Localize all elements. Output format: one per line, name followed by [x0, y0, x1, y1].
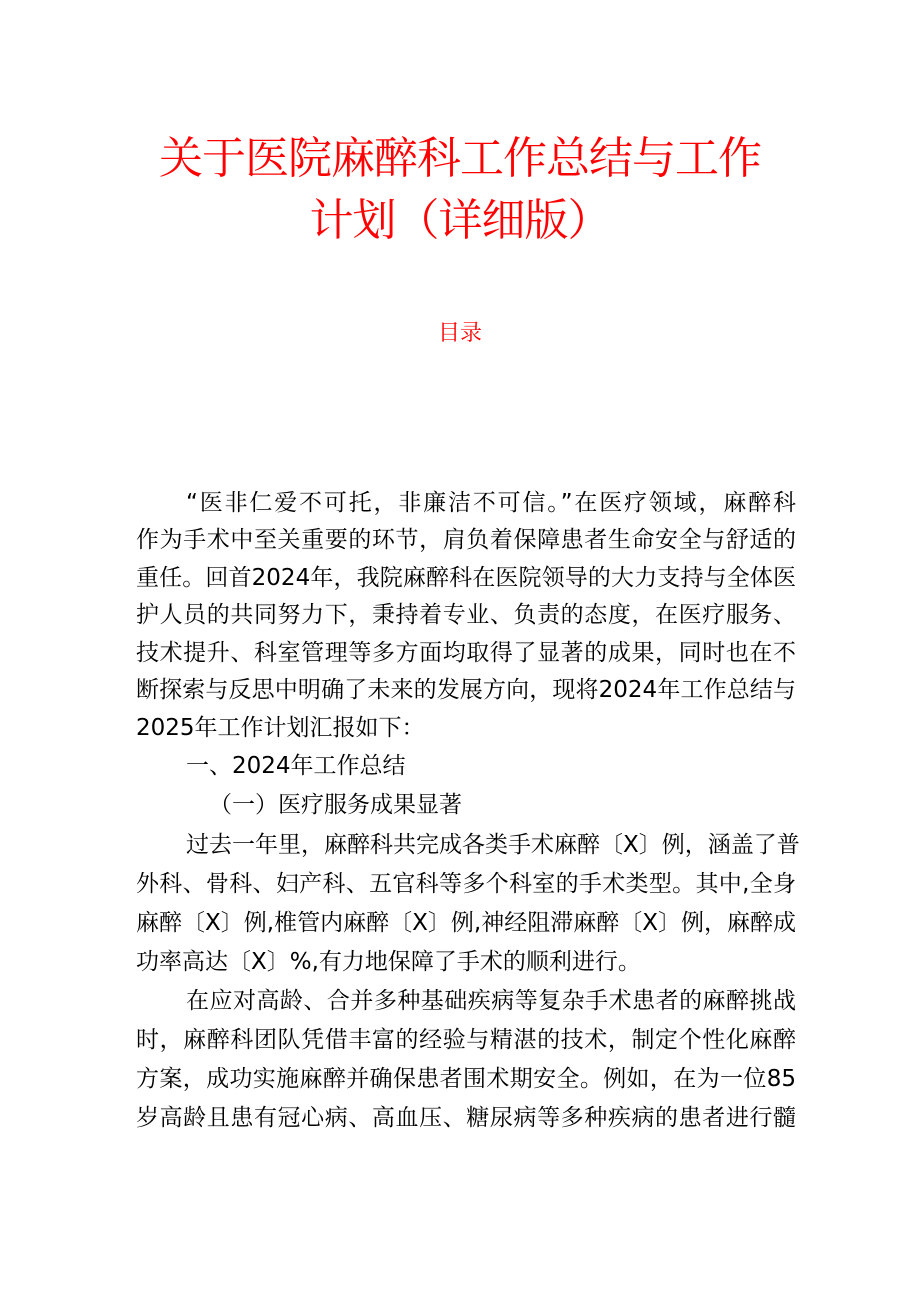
- intro-line: 断探索与反思中明确了未来的发展方向，现将2024年工作总结与: [136, 677, 796, 703]
- paragraph-line: 岁高龄且患有冠心病、高血压、糖尿病等多种疾病的患者进行髓: [136, 1105, 796, 1131]
- intro-line: 重任。回首2024年，我院麻醉科在医院领导的大力支持与全体医: [136, 565, 796, 591]
- document-title-line1: 关于医院麻醉科工作总结与工作: [159, 133, 761, 184]
- paragraph-line: 麻醉〔X〕例,椎管内麻醉〔X〕例,神经阻滞麻醉〔X〕例，麻醉成: [136, 910, 796, 936]
- paragraph-line: 过去一年里，麻醉科共完成各类手术麻醉〔X〕例，涵盖了普: [186, 832, 800, 858]
- paragraph-line: 功率高达〔X〕%,有力地保障了手术的顺利进行。: [136, 949, 641, 975]
- paragraph-line: 外科、骨科、妇产科、五官科等多个科室的手术类型。其中,全身: [136, 871, 796, 897]
- paragraph-line: 时，麻醉科团队凭借丰富的经验与精湛的技术，制定个性化麻醉: [136, 1027, 796, 1053]
- intro-line: 技术提升、科室管理等多方面均取得了显著的成果，同时也在不: [136, 640, 796, 666]
- paragraph-line: 方案，成功实施麻醉并确保患者围术期安全。例如，在为一位85: [136, 1066, 796, 1092]
- section-heading: 一、2024年工作总结: [186, 753, 406, 779]
- intro-line: “医非仁爱不可托，非廉洁不可信。”在医疗领域，麻醉科: [186, 490, 796, 516]
- subsection-heading: （一）医疗服务成果显著: [209, 792, 462, 818]
- intro-line: 作为手术中至关重要的环节，肩负着保障患者生命安全与舒适的: [136, 527, 796, 553]
- intro-line: 护人员的共同努力下，秉持着专业、负责的态度，在医疗服务、: [136, 602, 796, 628]
- table-of-contents-label: 目录: [437, 321, 482, 346]
- paragraph-line: 在应对高龄、合并多种基础疾病等复杂手术患者的麻醉挑战: [186, 988, 796, 1014]
- intro-line: 2025年工作计划汇报如下：: [136, 715, 425, 741]
- document-title-line2: 计划（详细版）: [309, 195, 611, 246]
